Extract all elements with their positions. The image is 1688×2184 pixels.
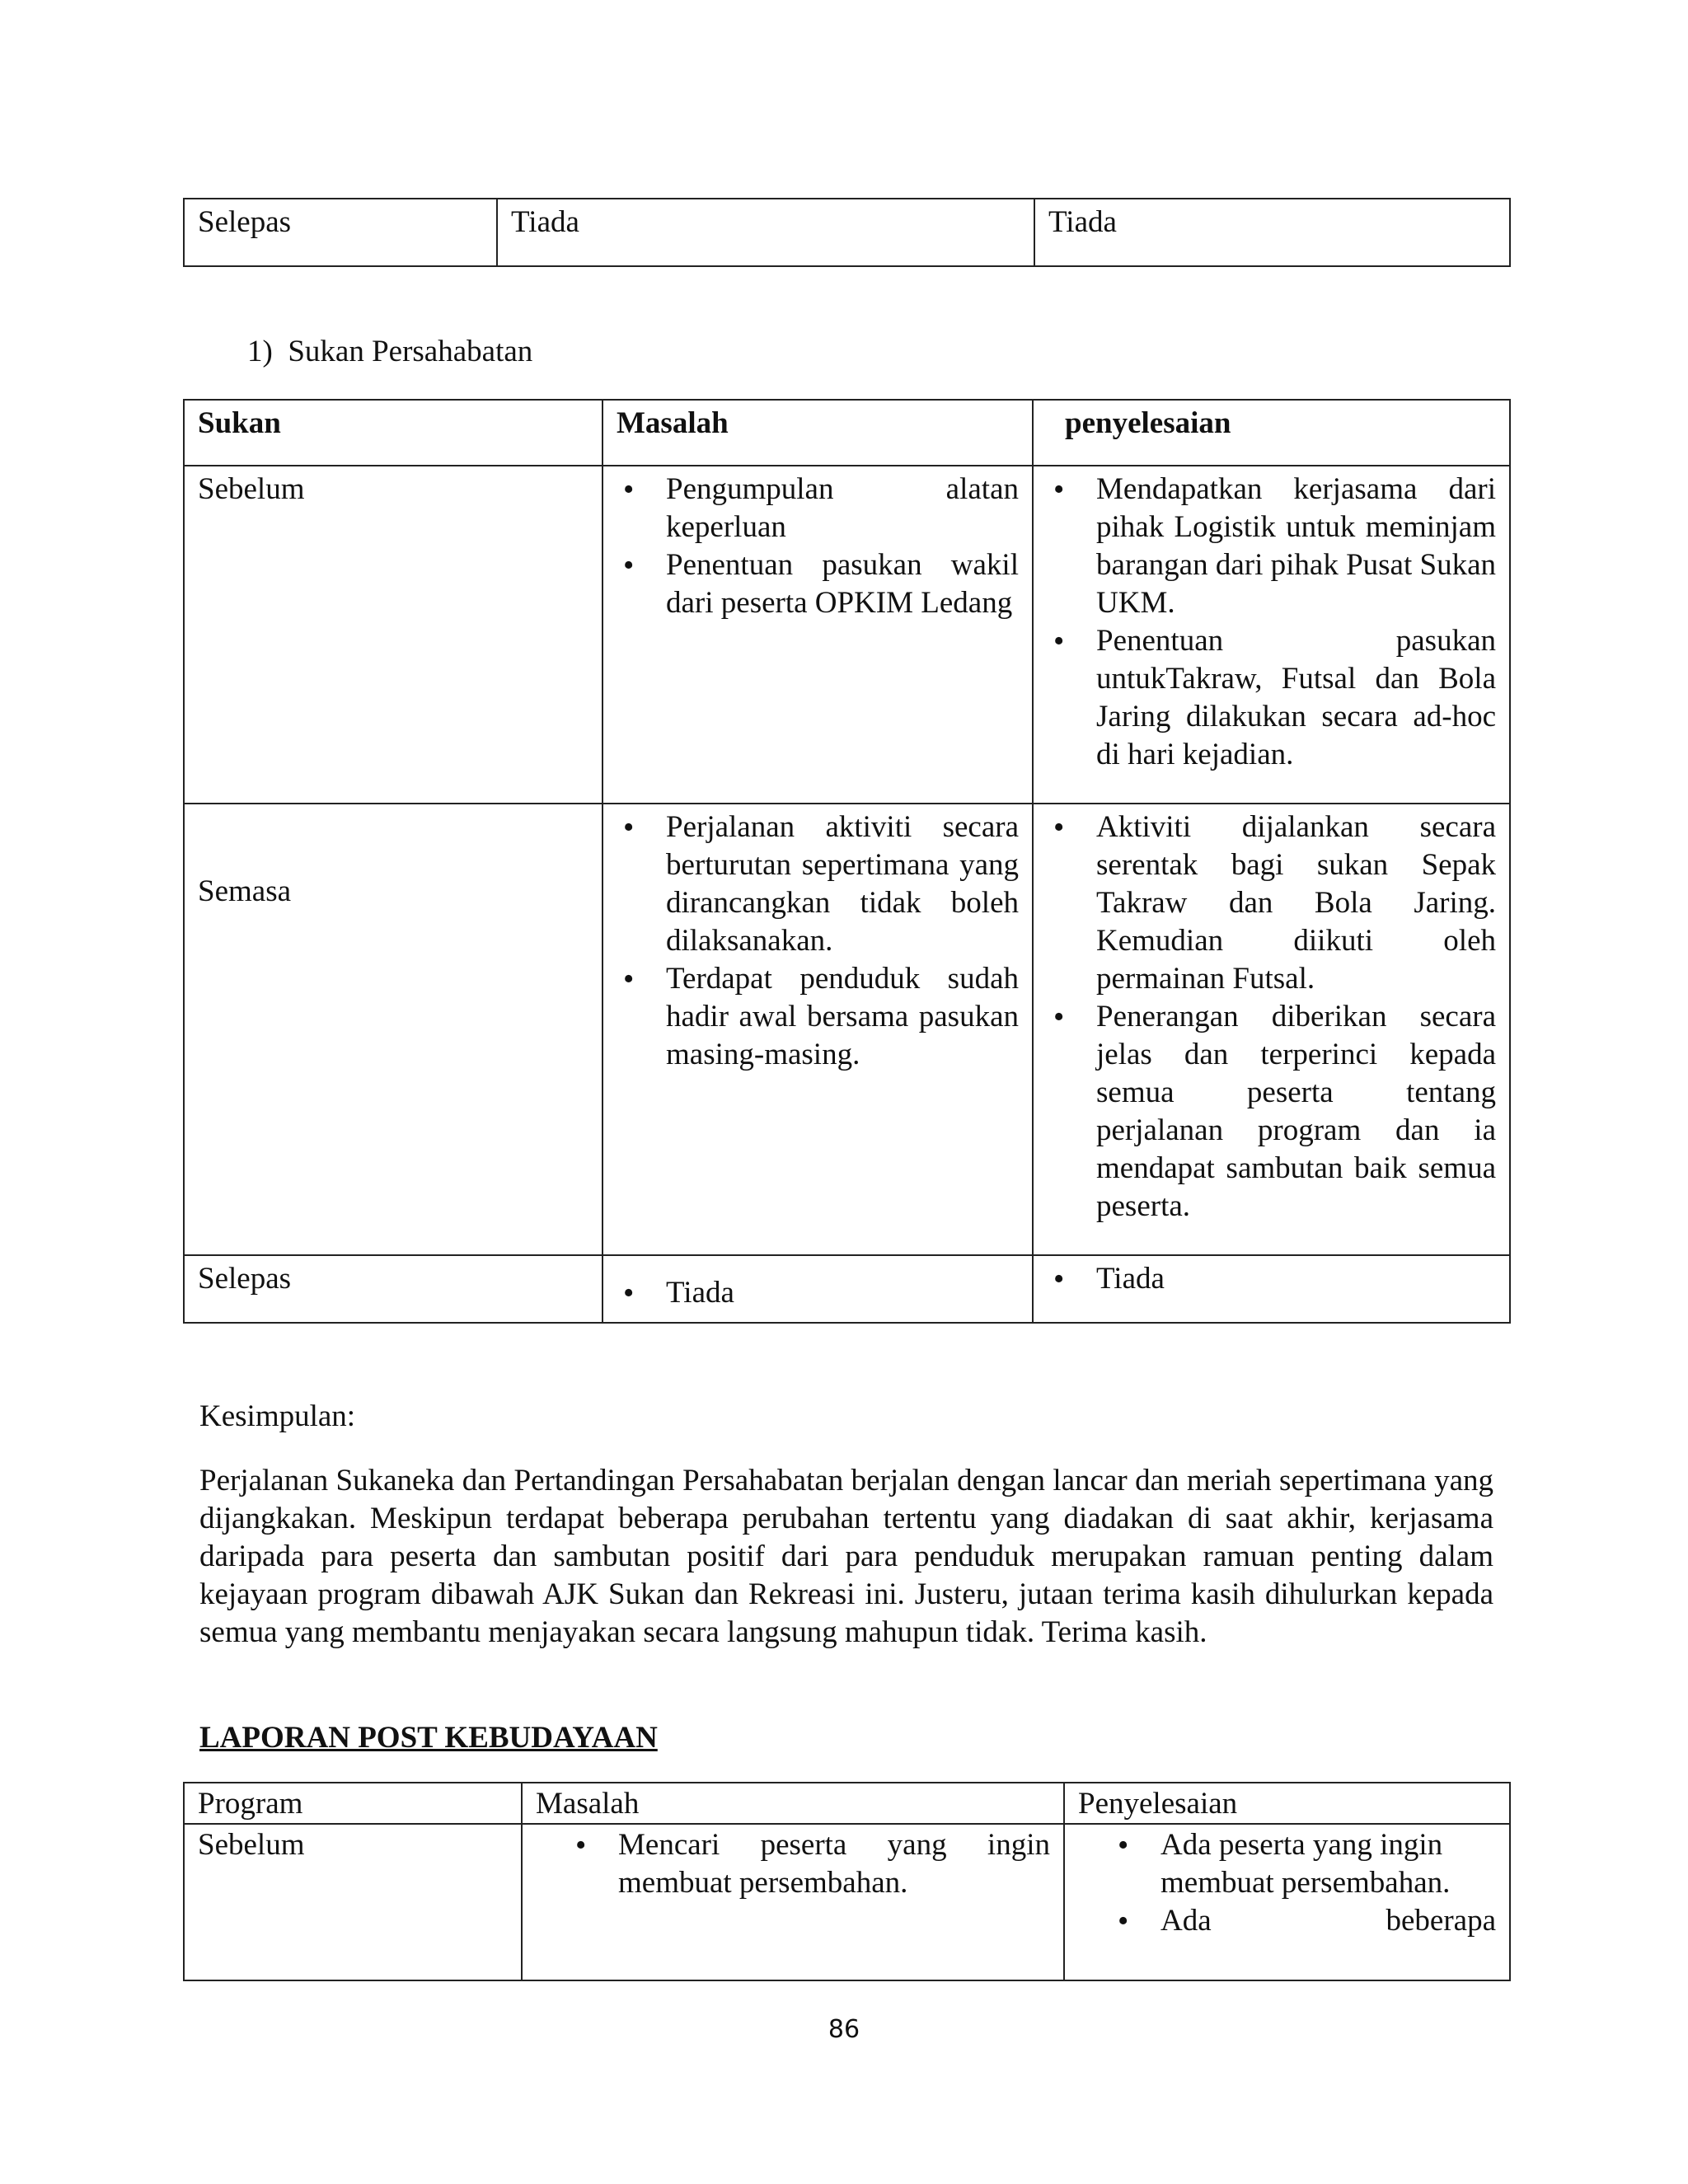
list-item: • Penerangan diberikan secara jelas dan terperinci kepada semua peserta tentang perjalanan program dan ia mendapat sambutan baik semua peserta.: [1047, 998, 1496, 1226]
masalah-cell: [603, 466, 1033, 804]
row-label: Selepas: [184, 199, 497, 266]
list-item: • Perjalanan aktiviti secara berturutan sepertimana yang dirancangkan tidak boleh dilaksanakan.: [617, 808, 1019, 960]
list-item: • Terdapat penduduk sudah hadir awal bersama pasukan masing-masing.: [617, 960, 1019, 1074]
section-title: [247, 333, 532, 371]
table-row: [184, 466, 1510, 804]
list-item: • Tiada: [1047, 1260, 1496, 1298]
penyelesaian-list: [1047, 1260, 1496, 1298]
penyelesaian-cell: [1064, 1824, 1510, 1980]
table-row: [184, 1255, 1510, 1323]
masalah-list: [617, 471, 1019, 622]
penyelesaian-list: [1111, 1826, 1496, 1940]
row-label: Sebelum: [184, 1824, 522, 1980]
row-label: Semasa: [184, 804, 603, 1255]
row-label: Sebelum: [184, 466, 603, 804]
kebudayaan-table: [183, 1782, 1511, 1981]
masalah-cell: [522, 1824, 1064, 1980]
masalah-list: [617, 1274, 1019, 1312]
page-number: 86: [828, 2015, 860, 2044]
list-item: • Penentuan pasukan untukTakraw, Futsal dan Bola Jaring dilakukan secara ad-hoc di hari kejadian.: [1047, 622, 1496, 774]
header-penyelesaian: Penyelesaian: [1064, 1783, 1510, 1824]
table-header-row: [184, 1783, 1510, 1824]
section-number: 1): [247, 335, 273, 368]
masalah-cell: [603, 1255, 1033, 1323]
sukan-table: [183, 399, 1511, 1324]
section-heading: LAPORAN POST KEBUDAYAAN: [199, 1721, 658, 1755]
masalah-cell: [603, 804, 1033, 1255]
masalah-list: [617, 808, 1019, 1074]
penyelesaian-cell: Tiada: [1034, 199, 1510, 266]
list-item: • Mencari peserta yang ingin membuat persembahan.: [569, 1826, 1050, 1902]
section-title-text: Sukan Persahabatan: [288, 335, 533, 368]
kesimpulan-label: Kesimpulan:: [199, 1399, 356, 1433]
top-table: [183, 198, 1511, 267]
list-item: • Aktiviti dijalankan secara serentak bagi sukan Sepak Takraw dan Bola Jaring. Kemudian diikuti oleh permainan Futsal.: [1047, 808, 1496, 998]
penyelesaian-list: [1047, 808, 1496, 1226]
penyelesaian-cell: [1033, 804, 1510, 1255]
list-item: • Ada peserta yang ingin membuat persembahan.: [1111, 1826, 1496, 1902]
masalah-cell: Tiada: [497, 199, 1034, 266]
table-row: [184, 199, 1510, 266]
penyelesaian-list: [1047, 471, 1496, 774]
list-item: • Mendapatkan kerjasama dari pihak Logistik untuk meminjam barangan dari pihak Pusat Sukan UKM.: [1047, 471, 1496, 622]
penyelesaian-cell: [1033, 1255, 1510, 1323]
penyelesaian-cell: [1033, 466, 1510, 804]
list-item: • Tiada: [617, 1274, 1019, 1312]
list-item: [1111, 1902, 1496, 1940]
table-row: [184, 1824, 1510, 1980]
header-masalah: Masalah: [603, 400, 1033, 466]
header-sukan: Sukan: [184, 400, 603, 466]
list-item: • Pengumpulan alatan keperluan: [617, 471, 1019, 546]
list-item-text: • Ada beberapa: [1160, 1904, 1496, 1938]
header-penyelesaian: penyelesaian: [1033, 400, 1510, 466]
kesimpulan-paragraph: Perjalanan Sukaneka dan Pertandingan Persahabatan berjalan dengan lancar dan meriah sepertimana yang dijangkakan. Meskipun terdapat beberapa perubahan tertentu yang diadakan di saat akhir, kerjasama daripada para peserta dan sambutan positif dari para penduduk merupakan ramuan penting dalam kejayaan program dibawah AJK Sukan dan Rekreasi ini. Justeru, jutaan terima kasih dihulurkan kepada semua yang membantu menjayakan secara langsung mahupun tidak. Terima kasih.: [199, 1464, 1493, 1649]
table-row: [184, 804, 1510, 1255]
header-program: Program: [184, 1783, 522, 1824]
masalah-list: [569, 1826, 1050, 1902]
list-item: • Penentuan pasukan wakil dari peserta OPKIM Ledang: [617, 546, 1019, 622]
table-header-row: [184, 400, 1510, 466]
header-masalah: Masalah: [522, 1783, 1064, 1824]
row-label: Selepas: [184, 1255, 603, 1323]
